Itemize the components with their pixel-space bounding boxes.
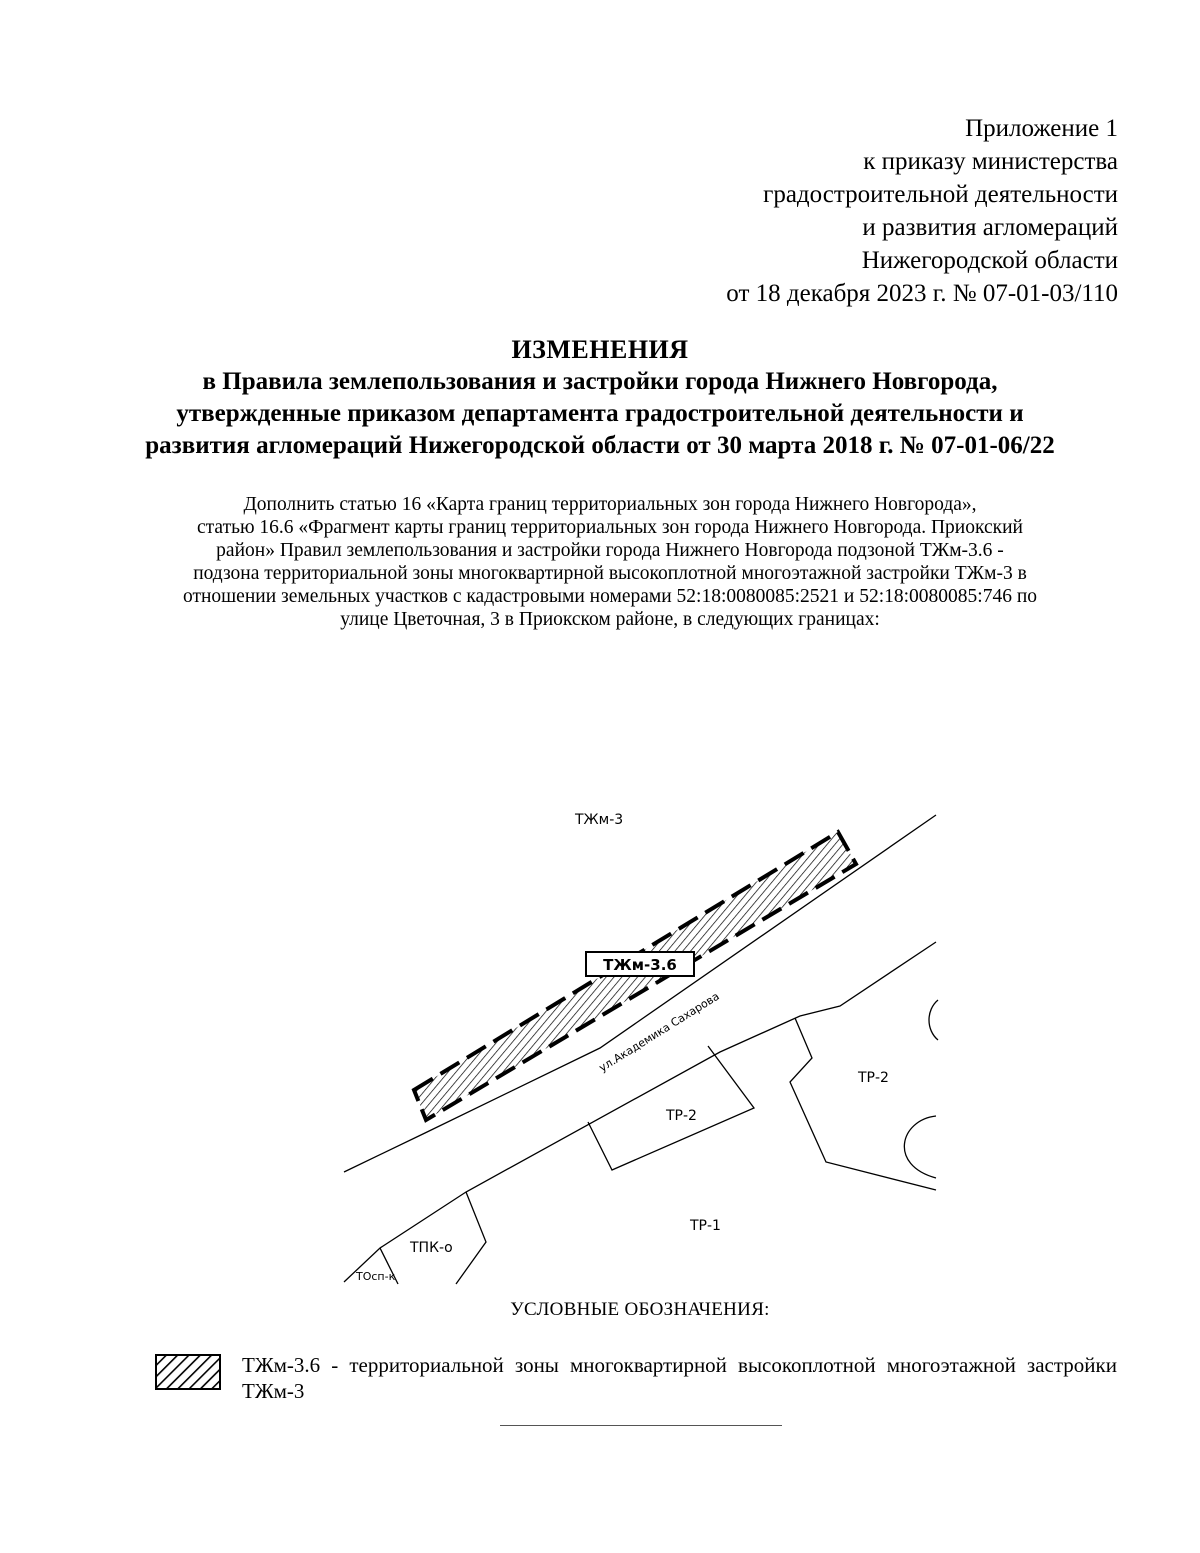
hatch-swatch-icon (155, 1354, 221, 1390)
boundary-arc-small (929, 1000, 938, 1040)
body-paragraph (110, 493, 1110, 631)
subtitle-line: утвержденные приказом департамента градостроительной деятельности и (176, 400, 1024, 427)
appendix-line: и развития агломераций (862, 214, 1118, 241)
label-tr1: ТР-1 (690, 1218, 721, 1234)
body-line: статью 16.6 «Фрагмент карты границ территориальных зон города Нижнего Новгорода. Приокский (197, 517, 1023, 538)
boundary-tr2-right (790, 1018, 936, 1190)
body-line: улице Цветочная, 3 в Приокском районе, в следующих границах: (340, 609, 880, 630)
footer-divider (500, 1425, 782, 1426)
body-line: район» Правил землепользования и застройки города Нижнего Новгорода подзоной ТЖм-3.6 - (216, 540, 1004, 561)
appendix-header (726, 112, 1118, 310)
legend-item-text: ТЖм-3.6 - территориальной зоны многоквартирной высокоплотной многоэтажной застройки ТЖм-3 (242, 1353, 1117, 1403)
appendix-line: Нижегородской области (861, 247, 1118, 274)
street-label: ул.Академика Сахарова (596, 989, 722, 1075)
label-tr2-right: ТР-2 (858, 1070, 889, 1086)
document-title: ИЗМЕНЕНИЯ (511, 335, 689, 364)
body-line: отношении земельных участков с кадастровыми номерами 52:18:0080085:2521 и 52:18:0080085:746 по (182, 586, 1038, 607)
label-tpk: ТПК-о (410, 1240, 453, 1256)
appendix-line: к приказу министерства (863, 148, 1118, 175)
subtitle-line: в Правила землепользования и застройки города Нижнего Новгорода, (202, 368, 998, 395)
document-subtitle (0, 366, 1200, 462)
label-tosp: ТОсп-к (356, 1270, 396, 1283)
appendix-line: Приложение 1 (965, 115, 1118, 142)
label-tzhm3: ТЖм-3 (575, 812, 624, 828)
label-tzhm36: ТЖм-3.6 (603, 956, 677, 974)
body-line: подзона территориальной зоны многоквартирной высокоплотной многоэтажной застройки ТЖм-3 в (193, 563, 1027, 584)
label-tr2-left: ТР-2 (666, 1108, 697, 1124)
boundary-tpk (456, 1192, 486, 1284)
legend-item (155, 1352, 1125, 1412)
zone-map-svg (0, 760, 1200, 1300)
subtitle-line: развития агломераций Нижегородской области от 30 марта 2018 г. № 07-01-06/22 (145, 432, 1055, 459)
legend-heading: УСЛОВНЫЕ ОБОЗНАЧЕНИЯ: (510, 1299, 770, 1320)
appendix-line: от 18 декабря 2023 г. № 07-01-03/110 (726, 280, 1118, 307)
zone-map (0, 760, 1200, 1300)
boundary-arc-right (904, 1116, 936, 1178)
body-line: Дополнить статью 16 «Карта границ территориальных зон города Нижнего Новгорода», (243, 494, 977, 515)
appendix-line: градостроительной деятельности (763, 181, 1118, 208)
